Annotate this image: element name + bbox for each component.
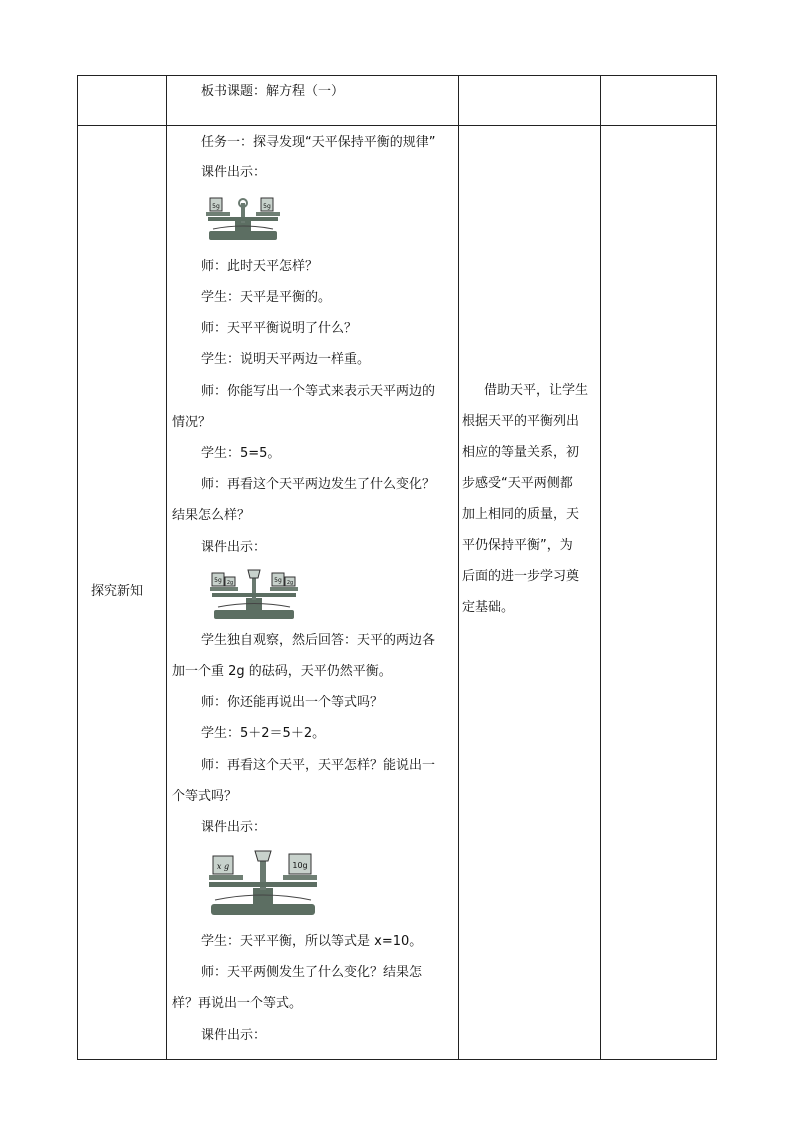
courseware-label-4: 课件出示： (201, 1028, 267, 1043)
weight-x-label: x g (216, 862, 230, 871)
note-line-8: 定基础。 (462, 600, 515, 615)
weight-left-1-label: 5g (214, 577, 222, 584)
col-divider-3 (600, 76, 601, 1059)
line-teacher-4b: 结果怎么样？ (172, 508, 251, 523)
courseware-label-2: 课件出示： (201, 540, 267, 555)
line-student-2: 学生：说明天平两边一样重。 (201, 352, 371, 367)
line-teacher-4: 师：再看这个天平两边发生了什么变化？ (201, 477, 436, 492)
note-line-6: 平仍保持平衡”，为 (462, 538, 573, 553)
weight-left-label: 5g (212, 203, 220, 210)
balance-scale-3 (205, 848, 321, 918)
line-teacher-6: 师：再看这个天平，天平怎样？能说出一 (201, 758, 436, 773)
courseware-label-3: 课件出示： (201, 820, 267, 835)
line-student-4b: 加一个重 2g 的砝码，天平仍然平衡。 (172, 664, 392, 679)
line-teacher-1: 师：此时天平怎样？ (201, 259, 319, 274)
weight-right-1-label: 5g (274, 577, 282, 584)
weight-right-2-label: 2g (286, 580, 294, 586)
col-divider-2 (458, 76, 459, 1059)
weight-left-2-label: 2g (226, 580, 234, 586)
note-line-1: 借助天平，让学生 (484, 383, 589, 398)
weight-10g-label: 10g (292, 861, 308, 870)
line-teacher-3: 师：你能写出一个等式来表示天平两边的 (201, 384, 436, 399)
courseware-label: 课件出示： (201, 165, 267, 180)
line-teacher-7b: 样？再说出一个等式。 (172, 996, 303, 1011)
note-line-3: 相应的等量关系，初 (462, 445, 580, 460)
line-teacher-7: 师：天平两侧发生了什么变化？结果怎 (201, 965, 423, 980)
balance-scale-1 (203, 195, 283, 243)
line-student-5: 学生：5＋2＝5＋2。 (201, 726, 326, 741)
row-divider (78, 125, 716, 126)
line-teacher-2: 师：天平平衡说明了什么？ (201, 321, 358, 336)
note-line-4: 步感受“天平两侧都 (462, 476, 573, 491)
col-divider-1 (166, 76, 167, 1059)
balance-scale-2 (208, 566, 300, 622)
line-student-3: 学生：5=5。 (201, 446, 281, 461)
line-student-4: 学生独自观察，然后回答：天平的两边各 (201, 633, 436, 648)
note-line-5: 加上相同的质量，天 (462, 507, 580, 522)
header-title: 板书课题：解方程（一） (201, 84, 345, 99)
line-student-6: 学生：天平平衡，所以等式是 x=10。 (201, 934, 423, 949)
line-teacher-5: 师：你还能再说出一个等式吗？ (201, 695, 384, 710)
line-student-1: 学生：天平是平衡的。 (201, 290, 332, 305)
lesson-table (77, 75, 717, 1060)
line-teacher-6b: 个等式吗？ (172, 789, 238, 804)
weight-right-label: 5g (263, 203, 271, 210)
section-label: 探究新知 (91, 584, 144, 599)
note-line-7: 后面的进一步学习奠 (462, 569, 580, 584)
line-teacher-3b: 情况？ (172, 415, 212, 430)
note-line-2: 根据天平的平衡列出 (462, 414, 580, 429)
task-title: 任务一：探寻发现“天平保持平衡的规律” (201, 135, 436, 150)
